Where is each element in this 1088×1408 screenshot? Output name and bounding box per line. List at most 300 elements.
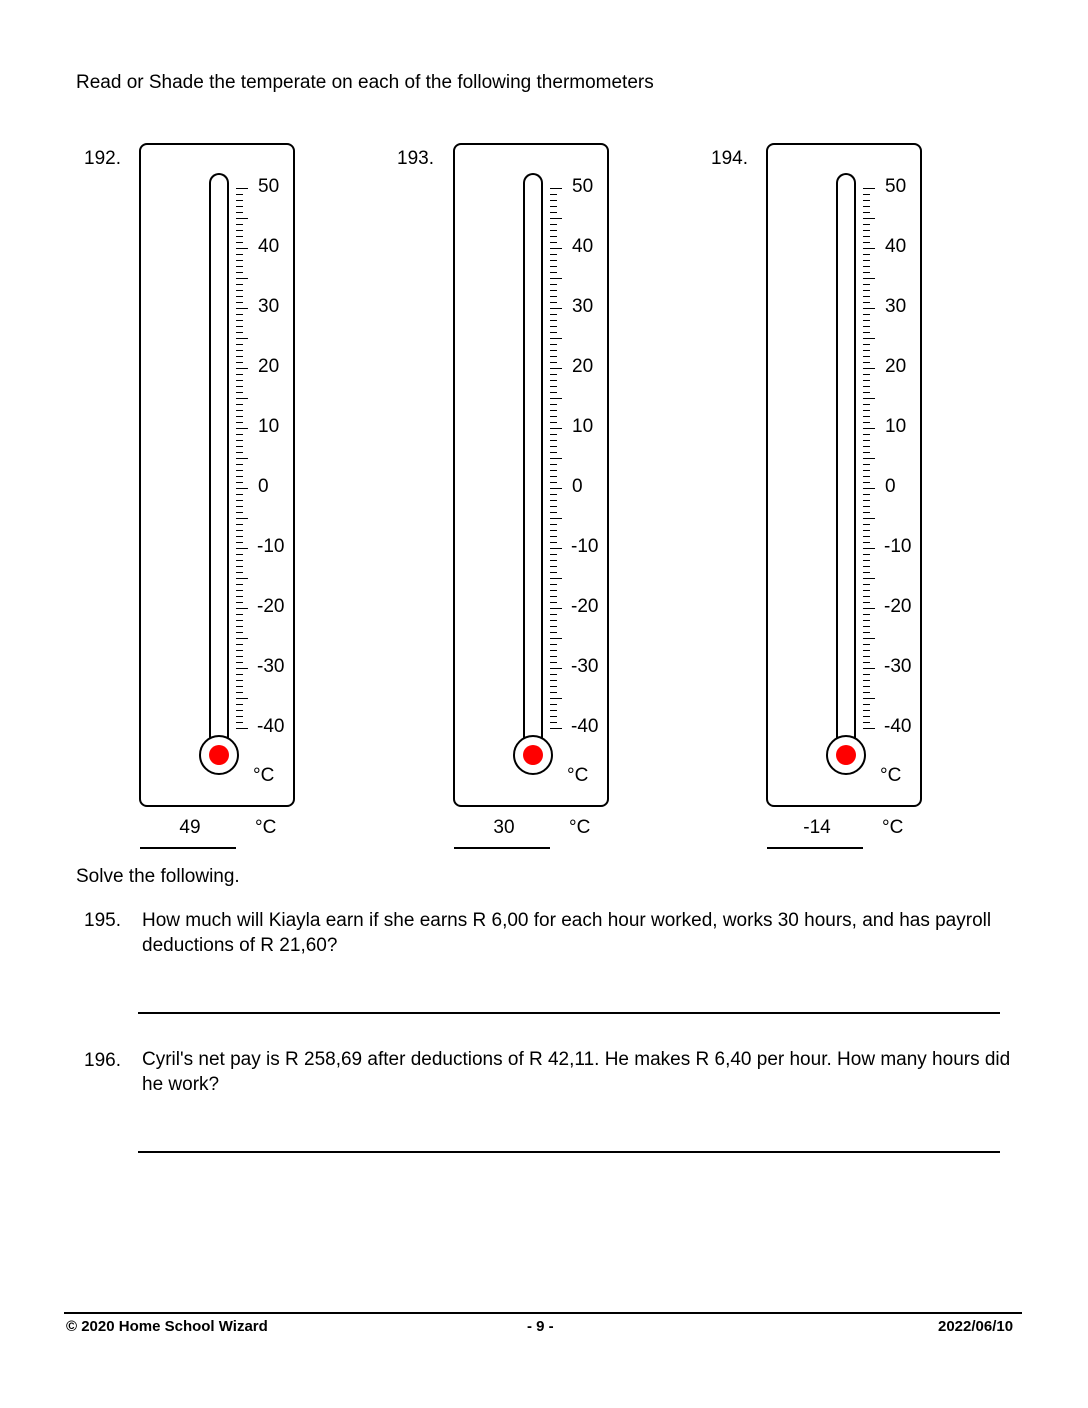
- bulb-fill: [209, 745, 229, 765]
- minor-tick: [550, 350, 557, 351]
- minor-tick: [863, 446, 870, 447]
- minor-tick: [863, 212, 870, 213]
- thermometer-bulb: [513, 735, 553, 775]
- major-tick: [863, 458, 875, 459]
- minor-tick: [236, 422, 243, 423]
- minor-tick: [863, 326, 870, 327]
- minor-tick: [863, 590, 870, 591]
- scale-label: -30: [257, 656, 285, 677]
- minor-tick: [863, 716, 870, 717]
- minor-tick: [863, 362, 870, 363]
- minor-tick: [550, 224, 557, 225]
- major-tick: [236, 188, 248, 189]
- major-tick: [863, 548, 875, 549]
- minor-tick: [863, 686, 870, 687]
- major-tick: [550, 728, 562, 729]
- minor-tick: [236, 686, 243, 687]
- minor-tick: [550, 614, 557, 615]
- scale-label: 10: [258, 416, 280, 437]
- major-tick: [236, 308, 248, 309]
- scale-label: 20: [572, 356, 594, 377]
- major-tick: [236, 578, 248, 579]
- minor-tick: [863, 380, 870, 381]
- scale-label: 20: [885, 356, 907, 377]
- scale-label: -20: [257, 596, 285, 617]
- bulb-fill: [836, 745, 856, 765]
- thermometer-bulb: [199, 735, 239, 775]
- problem-number: 195.: [84, 910, 121, 931]
- major-tick: [236, 638, 248, 639]
- minor-tick: [550, 326, 557, 327]
- minor-tick: [236, 452, 243, 453]
- instruction-text: Read or Shade the temperate on each of the following thermometers: [76, 72, 654, 93]
- major-tick: [863, 428, 875, 429]
- minor-tick: [550, 386, 557, 387]
- minor-tick: [236, 482, 243, 483]
- minor-tick: [863, 386, 870, 387]
- minor-tick: [236, 524, 243, 525]
- minor-tick: [863, 290, 870, 291]
- minor-tick: [863, 224, 870, 225]
- scale-label: 30: [885, 296, 907, 317]
- major-tick: [550, 578, 562, 579]
- answer-unit: °C: [882, 817, 904, 838]
- minor-tick: [236, 410, 243, 411]
- minor-tick: [863, 722, 870, 723]
- minor-tick: [550, 590, 557, 591]
- minor-tick: [550, 260, 557, 261]
- minor-tick: [863, 524, 870, 525]
- minor-tick: [236, 722, 243, 723]
- scale-label: 40: [258, 236, 280, 257]
- scale-label: -10: [257, 536, 285, 557]
- minor-tick: [236, 212, 243, 213]
- major-tick: [236, 368, 248, 369]
- minor-tick: [550, 680, 557, 681]
- minor-tick: [863, 296, 870, 297]
- minor-tick: [550, 722, 557, 723]
- minor-tick: [236, 320, 243, 321]
- minor-tick: [863, 440, 870, 441]
- minor-tick: [236, 296, 243, 297]
- answer-line[interactable]: [454, 847, 550, 849]
- minor-tick: [863, 416, 870, 417]
- minor-tick: [236, 374, 243, 375]
- scale-label: -20: [571, 596, 599, 617]
- minor-tick: [236, 692, 243, 693]
- answer-value: -14: [803, 817, 831, 838]
- minor-tick: [550, 494, 557, 495]
- answer-unit: °C: [255, 817, 277, 838]
- major-tick: [863, 278, 875, 279]
- minor-tick: [550, 212, 557, 213]
- minor-tick: [550, 524, 557, 525]
- minor-tick: [550, 206, 557, 207]
- minor-tick: [550, 536, 557, 537]
- scale-label: 0: [572, 476, 583, 497]
- minor-tick: [550, 200, 557, 201]
- answer-value: 30: [493, 817, 515, 838]
- minor-tick: [550, 302, 557, 303]
- minor-tick: [550, 686, 557, 687]
- minor-tick: [236, 560, 243, 561]
- minor-tick: [236, 236, 243, 237]
- major-tick: [236, 488, 248, 489]
- minor-tick: [236, 716, 243, 717]
- minor-tick: [550, 470, 557, 471]
- minor-tick: [550, 656, 557, 657]
- minor-tick: [863, 410, 870, 411]
- major-tick: [863, 248, 875, 249]
- major-tick: [550, 398, 562, 399]
- minor-tick: [236, 554, 243, 555]
- major-tick: [863, 638, 875, 639]
- minor-tick: [236, 416, 243, 417]
- minor-tick: [863, 470, 870, 471]
- scale-label: -40: [884, 716, 912, 737]
- thermometer-number: 192.: [84, 148, 121, 169]
- minor-tick: [550, 422, 557, 423]
- major-tick: [236, 398, 248, 399]
- minor-tick: [236, 620, 243, 621]
- major-tick: [863, 368, 875, 369]
- minor-tick: [550, 356, 557, 357]
- minor-tick: [236, 392, 243, 393]
- minor-tick: [236, 260, 243, 261]
- minor-tick: [550, 452, 557, 453]
- answer-line[interactable]: [138, 1151, 1000, 1153]
- scale-label: 10: [885, 416, 907, 437]
- minor-tick: [236, 584, 243, 585]
- minor-tick: [236, 566, 243, 567]
- major-tick: [550, 308, 562, 309]
- minor-tick: [863, 404, 870, 405]
- footer-page-number: - 9 -: [527, 1318, 554, 1335]
- minor-tick: [863, 542, 870, 543]
- thermometer-tube[interactable]: [836, 173, 856, 748]
- section-title: Solve the following.: [76, 866, 240, 887]
- minor-tick: [863, 476, 870, 477]
- minor-tick: [550, 626, 557, 627]
- minor-tick: [236, 254, 243, 255]
- minor-tick: [863, 506, 870, 507]
- minor-tick: [863, 584, 870, 585]
- minor-tick: [236, 602, 243, 603]
- minor-tick: [550, 560, 557, 561]
- answer-line[interactable]: [138, 1012, 1000, 1014]
- minor-tick: [863, 350, 870, 351]
- minor-tick: [550, 416, 557, 417]
- minor-tick: [863, 254, 870, 255]
- major-tick: [550, 518, 562, 519]
- scale-label: 40: [572, 236, 594, 257]
- major-tick: [863, 518, 875, 519]
- scale-unit-label: °C: [253, 765, 275, 786]
- minor-tick: [550, 290, 557, 291]
- major-tick: [550, 668, 562, 669]
- minor-tick: [236, 596, 243, 597]
- minor-tick: [550, 572, 557, 573]
- scale-label: -30: [884, 656, 912, 677]
- major-tick: [550, 188, 562, 189]
- minor-tick: [236, 614, 243, 615]
- minor-tick: [550, 710, 557, 711]
- scale-label: 50: [885, 176, 907, 197]
- scale-unit-label: °C: [880, 765, 902, 786]
- minor-tick: [550, 542, 557, 543]
- thermometer-tube[interactable]: [209, 173, 229, 748]
- minor-tick: [236, 434, 243, 435]
- minor-tick: [863, 674, 870, 675]
- minor-tick: [550, 434, 557, 435]
- thermometer-tube[interactable]: [523, 173, 543, 748]
- scale-label: 10: [572, 416, 594, 437]
- answer-line[interactable]: [140, 847, 236, 849]
- minor-tick: [863, 272, 870, 273]
- minor-tick: [236, 506, 243, 507]
- minor-tick: [550, 566, 557, 567]
- minor-tick: [236, 314, 243, 315]
- minor-tick: [550, 410, 557, 411]
- footer-date: 2022/06/10: [938, 1318, 1014, 1335]
- minor-tick: [550, 440, 557, 441]
- footer-divider: [64, 1312, 1022, 1314]
- minor-tick: [550, 320, 557, 321]
- minor-tick: [550, 236, 557, 237]
- major-tick: [863, 698, 875, 699]
- minor-tick: [550, 512, 557, 513]
- minor-tick: [863, 320, 870, 321]
- minor-tick: [863, 560, 870, 561]
- minor-tick: [550, 620, 557, 621]
- footer-copyright: © 2020 Home School Wizard: [66, 1318, 268, 1335]
- minor-tick: [236, 290, 243, 291]
- major-tick: [863, 728, 875, 729]
- minor-tick: [236, 590, 243, 591]
- minor-tick: [236, 206, 243, 207]
- minor-tick: [550, 650, 557, 651]
- minor-tick: [863, 422, 870, 423]
- minor-tick: [550, 662, 557, 663]
- scale-label: 0: [258, 476, 269, 497]
- minor-tick: [550, 674, 557, 675]
- minor-tick: [863, 620, 870, 621]
- minor-tick: [550, 692, 557, 693]
- major-tick: [550, 458, 562, 459]
- minor-tick: [550, 632, 557, 633]
- minor-tick: [550, 476, 557, 477]
- scale-label: 30: [258, 296, 280, 317]
- minor-tick: [863, 482, 870, 483]
- minor-tick: [236, 680, 243, 681]
- minor-tick: [550, 530, 557, 531]
- major-tick: [236, 548, 248, 549]
- major-tick: [550, 638, 562, 639]
- answer-line[interactable]: [767, 847, 863, 849]
- minor-tick: [550, 464, 557, 465]
- minor-tick: [550, 446, 557, 447]
- scale-label: 50: [572, 176, 594, 197]
- major-tick: [863, 218, 875, 219]
- minor-tick: [550, 314, 557, 315]
- major-tick: [236, 698, 248, 699]
- minor-tick: [863, 356, 870, 357]
- major-tick: [236, 668, 248, 669]
- minor-tick: [550, 266, 557, 267]
- minor-tick: [863, 656, 870, 657]
- minor-tick: [863, 344, 870, 345]
- minor-tick: [236, 464, 243, 465]
- thermometer[interactable]: [453, 143, 609, 807]
- minor-tick: [863, 242, 870, 243]
- scale-unit-label: °C: [567, 765, 589, 786]
- minor-tick: [863, 692, 870, 693]
- scale-label: 30: [572, 296, 594, 317]
- major-tick: [236, 338, 248, 339]
- minor-tick: [236, 662, 243, 663]
- scale-label: -40: [571, 716, 599, 737]
- major-tick: [236, 218, 248, 219]
- minor-tick: [863, 314, 870, 315]
- problem-number: 196.: [84, 1050, 121, 1071]
- major-tick: [550, 248, 562, 249]
- minor-tick: [236, 656, 243, 657]
- minor-tick: [236, 200, 243, 201]
- minor-tick: [236, 470, 243, 471]
- minor-tick: [550, 380, 557, 381]
- minor-tick: [863, 596, 870, 597]
- minor-tick: [863, 200, 870, 201]
- minor-tick: [863, 626, 870, 627]
- major-tick: [863, 398, 875, 399]
- minor-tick: [236, 512, 243, 513]
- scale-label: -20: [884, 596, 912, 617]
- minor-tick: [236, 626, 243, 627]
- major-tick: [550, 698, 562, 699]
- minor-tick: [863, 710, 870, 711]
- scale-label: 50: [258, 176, 280, 197]
- minor-tick: [550, 716, 557, 717]
- minor-tick: [863, 530, 870, 531]
- minor-tick: [550, 506, 557, 507]
- major-tick: [863, 338, 875, 339]
- minor-tick: [863, 464, 870, 465]
- minor-tick: [863, 230, 870, 231]
- minor-tick: [236, 644, 243, 645]
- scale-label: 0: [885, 476, 896, 497]
- minor-tick: [550, 230, 557, 231]
- minor-tick: [236, 224, 243, 225]
- minor-tick: [863, 632, 870, 633]
- minor-tick: [863, 680, 870, 681]
- minor-tick: [550, 596, 557, 597]
- minor-tick: [550, 296, 557, 297]
- major-tick: [550, 488, 562, 489]
- minor-tick: [863, 494, 870, 495]
- minor-tick: [550, 344, 557, 345]
- minor-tick: [550, 374, 557, 375]
- minor-tick: [236, 356, 243, 357]
- minor-tick: [236, 494, 243, 495]
- major-tick: [550, 338, 562, 339]
- minor-tick: [863, 452, 870, 453]
- minor-tick: [236, 284, 243, 285]
- minor-tick: [550, 284, 557, 285]
- minor-tick: [863, 644, 870, 645]
- minor-tick: [236, 272, 243, 273]
- minor-tick: [236, 440, 243, 441]
- minor-tick: [863, 260, 870, 261]
- minor-tick: [550, 392, 557, 393]
- minor-tick: [863, 266, 870, 267]
- scale-label: -10: [571, 536, 599, 557]
- major-tick: [550, 278, 562, 279]
- thermometer-number: 194.: [711, 148, 748, 169]
- minor-tick: [863, 302, 870, 303]
- minor-tick: [863, 662, 870, 663]
- thermometer[interactable]: [139, 143, 295, 807]
- major-tick: [863, 578, 875, 579]
- minor-tick: [550, 242, 557, 243]
- minor-tick: [550, 332, 557, 333]
- minor-tick: [863, 500, 870, 501]
- minor-tick: [236, 674, 243, 675]
- minor-tick: [236, 344, 243, 345]
- minor-tick: [550, 602, 557, 603]
- minor-tick: [863, 554, 870, 555]
- scale-label: -10: [884, 536, 912, 557]
- minor-tick: [550, 272, 557, 273]
- minor-tick: [236, 476, 243, 477]
- major-tick: [550, 548, 562, 549]
- thermometer[interactable]: [766, 143, 922, 807]
- minor-tick: [863, 650, 870, 651]
- major-tick: [236, 608, 248, 609]
- minor-tick: [236, 500, 243, 501]
- minor-tick: [863, 194, 870, 195]
- major-tick: [863, 608, 875, 609]
- major-tick: [550, 428, 562, 429]
- minor-tick: [236, 386, 243, 387]
- major-tick: [863, 308, 875, 309]
- scale-label: 40: [885, 236, 907, 257]
- minor-tick: [550, 554, 557, 555]
- minor-tick: [550, 254, 557, 255]
- minor-tick: [863, 704, 870, 705]
- major-tick: [863, 668, 875, 669]
- thermometer-bulb: [826, 735, 866, 775]
- minor-tick: [236, 230, 243, 231]
- major-tick: [236, 728, 248, 729]
- minor-tick: [550, 584, 557, 585]
- answer-value: 49: [179, 817, 201, 838]
- major-tick: [236, 278, 248, 279]
- minor-tick: [863, 434, 870, 435]
- minor-tick: [550, 482, 557, 483]
- scale-label: -40: [257, 716, 285, 737]
- major-tick: [236, 518, 248, 519]
- major-tick: [550, 608, 562, 609]
- problem-text: How much will Kiayla earn if she earns R 6,00 for each hour worked, works 30 hours, and has payroll deductions of R 21,60?: [142, 910, 992, 956]
- minor-tick: [863, 236, 870, 237]
- major-tick: [550, 218, 562, 219]
- minor-tick: [863, 536, 870, 537]
- major-tick: [236, 428, 248, 429]
- major-tick: [236, 248, 248, 249]
- minor-tick: [236, 710, 243, 711]
- minor-tick: [236, 572, 243, 573]
- thermometer-number: 193.: [397, 148, 434, 169]
